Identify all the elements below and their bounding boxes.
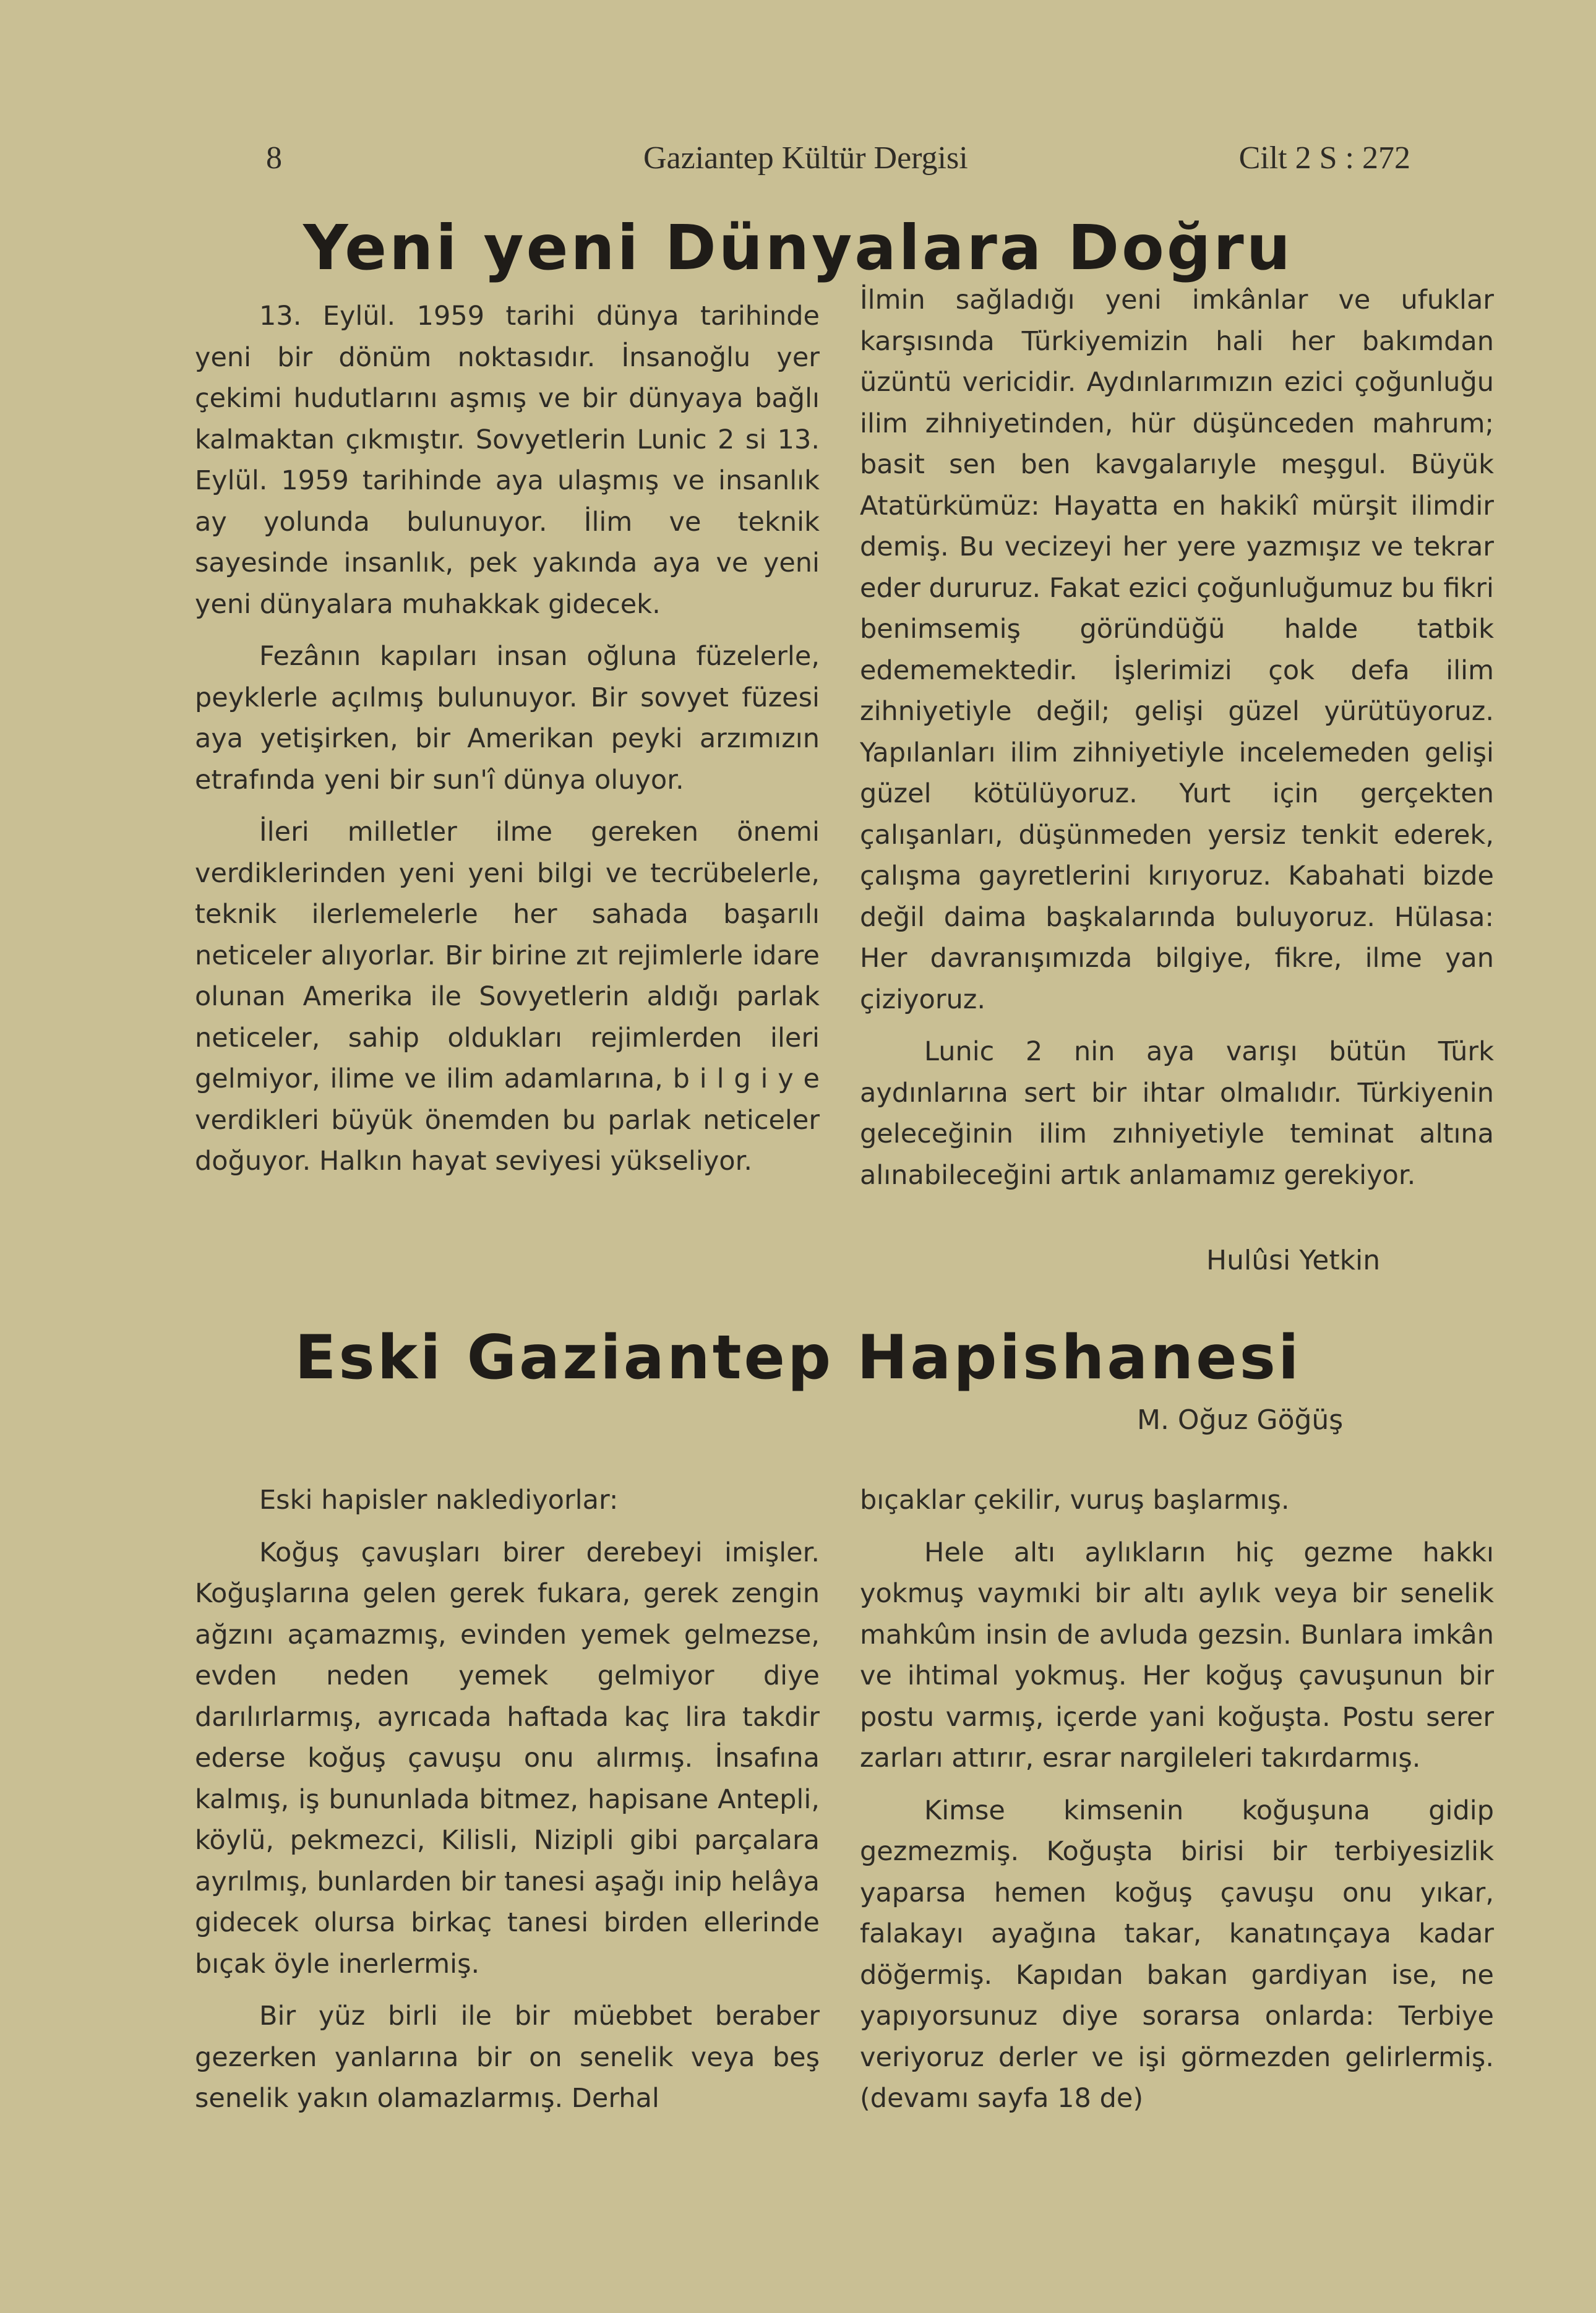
paragraph: Bir yüz birli ile bir müebbet beraber gezerken yanlarına bir on senelik veya beş senelik yakın olamazlarmış. Derhal <box>195 2001 820 2114</box>
article2-title: Eski Gaziantep Hapishanesi <box>294 1323 1302 1393</box>
paragraph: Fezânın kapıları insan oğluna füzelerle, peyklerle açılmış bulunuyor. Bir sovyet füzesi aya yetişirken, bir Amerikan peyki arzımızın etrafında yeni bir sun'î dünya oluyor. <box>195 641 820 796</box>
paragraph: Koğuş çavuşları birer derebeyi imişler. Koğuşlarına gelen gerek fukara, gerek zengin ağzını açamazmış, evinden yemek gelmezse, evden neden yemek gelmiyor diye darılırlarmış, ayrıcada haftada kaç lira takdir ederse koğuş çavuşu onu alırmış. İnsafına kalmış, iş bununlada bitmez, hapisane Antepli, köylü, pekmezci, Kilisli, Nizipli gibi parçalara ayrılmış, bunlarden bir tanesi aşağı inip helâya gidecek olursa birkaç tanesi birden ellerinde bıçak öyle inerlermiş. <box>195 1537 820 1980</box>
article1-column-right <box>860 280 1494 1196</box>
volume-info: Cilt 2 S : 272 <box>1238 140 1410 176</box>
paragraph: Hele altı aylıkların hiç gezme hakkı yokmuş vaymıki bir altı aylık veya bir senelik mahkûm insin de avluda gezsin. Bunlara imkân ve ihtimal yokmuş. Her koğuş çavuşunun bir postu varmış, içerde yani koğuşta. Postu serer zarları attırır, esrar nargileleri takırdarmış. <box>860 1537 1494 1774</box>
article1-author: Hulûsi Yetkin <box>1206 1245 1381 1276</box>
page-header <box>266 140 1410 183</box>
paragraph: Kimse kimsenin koğuşuna gidip gezmezmiş. Koğuşta birisi bir terbiyesizlik yaparsa hemen koğuş çavuşu onu yıkar, falakayı ayağına takar, kanatınçaya kadar döğermiş. Kapıdan bakan gardiyan ise, ne yapıyorsunuz diye sorarsa onlarda: Terbiye veriyoruz derler ve işi görmezden gelirlermiş. (devamı sayfa 18 de) <box>860 1795 1494 2114</box>
paragraph: 13. Eylül. 1959 tarihi dünya tarihinde yeni bir dönüm noktasıdır. İnsanoğlu yer çekimi hudutlarını aşmış ve bir dünyaya bağlı kalmaktan çıkmıştır. Sovyetlerin Lunic 2 si 13. Eylül. 1959 tarihinde aya ulaşmış ve insanlık ay yolunda bulunuyor. İlim ve teknik sayesinde insanlık, pek yakında aya ve yeni yeni dünyalara muhakkak gidecek. <box>195 301 820 620</box>
paragraph: bıçaklar çekilir, vuruş başlarmış. <box>860 1485 1290 1516</box>
page-number: 8 <box>266 140 282 176</box>
article1-column-left <box>195 296 820 1182</box>
paragraph: İleri milletler ilme gereken önemi verdiklerinden yeni yeni bilgi ve tecrübelerle, teknik ilerlemelerle her sahada başarılı neticeler alıyorlar. Bir birine zıt rejimlerle idare olunan Amerika ile Sovyetlerin aldığı parlak neticeler, sahip oldukları rejimlerden ileri gelmiyor, ilime ve ilim adamlarına, b i l g i y e verdikleri büyük önemden bu parlak neticeler doğuyor. Halkın hayat seviyesi yükseliyor. <box>195 817 820 1177</box>
article2-column-right <box>860 1480 1494 2119</box>
article2-author: M. Oğuz Göğüş <box>1137 1404 1344 1436</box>
paragraph: İlmin sağladığı yeni imkânlar ve ufuklar karşısında Türkiyemizin hali her bakımdan üzüntü vericidir. Aydınlarımızın ezici çoğunluğu ilim zihniyetinden, hür düşünceden mahrum; basit sen ben kavgalarıyle meşgul. Büyük Atatürkümüz: Hayatta en hakikî mürşit ilimdir demiş. Bu vecizeyi her yere yazmışız ve tekrar eder dururuz. Fakat ezici çoğunluğumuz bu fikri benimsemiş göründüğü halde tatbik edememektedir. İşlerimizi çok defa ilim zihniyetiyle değil; gelişi güzel yürütüyoruz. Yapılanları ilim zihniyetiyle incelemeden gelişi güzel kötülüyoruz. Yurt için gerçekten çalışanları, düşünmeden yersiz tenkit ederek, çalışma gayretlerini kırıyoruz. Kabahati bizde değil daima başkalarında buluyoruz. Hülasa: Her davranışımızda bilgiye, fikre, ilme yan çiziyoruz. <box>860 285 1494 1015</box>
article1-title: Yeni yeni Dünyalara Doğru <box>303 212 1293 284</box>
journal-title: Gaziantep Kültür Dergisi <box>643 140 968 176</box>
paragraph: Lunic 2 nin aya varışı bütün Türk aydınlarına sert bir ihtar olmalıdır. Türkiyenin geleceğinin ilim zıhniyetiyle teminat altına alınabileceğini artık anlamamız gerekiyor. <box>860 1036 1494 1191</box>
paragraph: Eski hapisler naklediyorlar: <box>259 1485 619 1516</box>
article2-column-left <box>195 1480 820 2119</box>
